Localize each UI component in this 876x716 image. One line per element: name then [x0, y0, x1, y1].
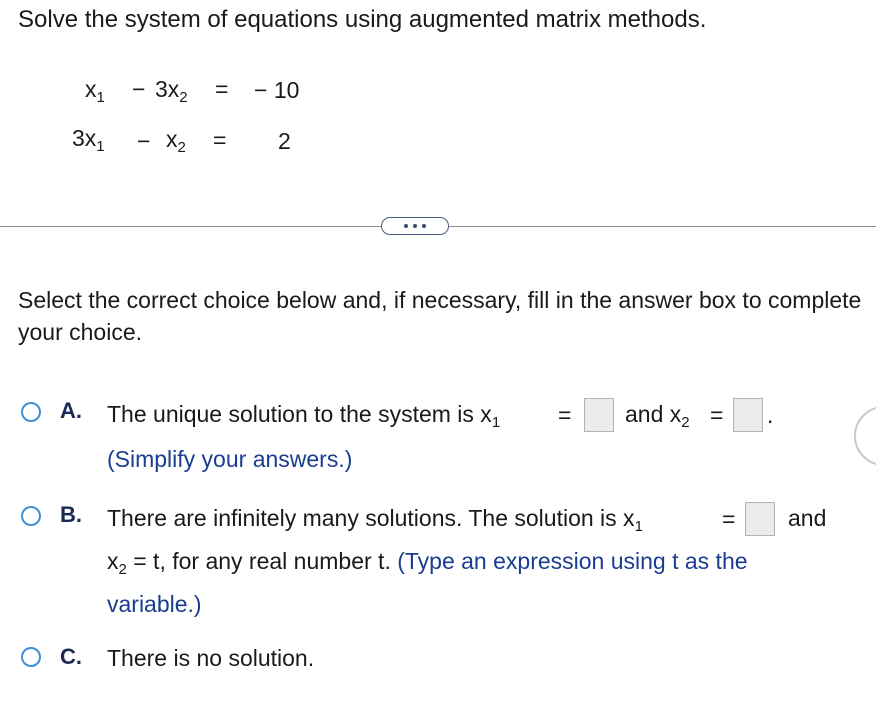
ellipsis-dot: [422, 224, 426, 228]
choice-b-line2: $x_2 = t$, for any real number t. (Type an expression using t as the: [107, 548, 748, 578]
choice-b-equals: =: [722, 506, 736, 532]
choice-a-letter: A.: [60, 398, 82, 423]
eq1-term1: $x_1$: [85, 76, 105, 106]
choice-a-and: and $x_2$: [625, 401, 690, 431]
choice-c-letter: C.: [60, 644, 82, 669]
answer-box-x2[interactable]: [733, 398, 763, 432]
ellipsis-icon: [404, 224, 408, 228]
eq2-operator: −: [137, 128, 151, 154]
eq2-rhs: 2: [278, 128, 291, 154]
choice-b-and: and: [788, 505, 827, 531]
choice-b-hint-cont: variable.): [107, 591, 202, 617]
eq1-rhs: − 10: [254, 77, 300, 103]
choice-a-equals-1: =: [558, 402, 572, 428]
eq2-equals: =: [213, 127, 227, 153]
choice-a-period: .: [767, 402, 774, 428]
answer-box-x1-expression[interactable]: [745, 502, 775, 536]
choice-a-equals-2: =: [710, 402, 724, 428]
eq2-term1: $3x_1$: [72, 125, 105, 155]
ellipsis-dot: [413, 224, 417, 228]
eq1-equals: =: [215, 76, 229, 102]
choice-b-letter: B.: [60, 502, 82, 527]
choice-b-text: There are infinitely many solutions. The solution is $x_1$: [107, 505, 643, 535]
eq2-term2: $x_2$: [166, 126, 186, 156]
choice-a-text: The unique solution to the system is $x_1$: [107, 401, 501, 431]
choice-b-hint: (Type an expression using t as the: [397, 548, 748, 574]
instructions: Select the correct choice below and, if necessary, fill in the answer box to complete your choice.: [18, 287, 862, 345]
eq1-term2: $3x_2$: [155, 76, 188, 106]
side-check-button[interactable]: [854, 406, 876, 466]
choice-c-text: There is no solution.: [107, 645, 315, 671]
answer-box-x1[interactable]: [584, 398, 614, 432]
radio-choice-b[interactable]: [21, 506, 41, 526]
question-title: Solve the system of equations using augmented matrix methods.: [18, 6, 707, 33]
eq1-operator: −: [132, 76, 146, 102]
show-more-button[interactable]: [381, 217, 449, 235]
radio-choice-c[interactable]: [21, 647, 41, 667]
radio-choice-a[interactable]: [21, 402, 41, 422]
choice-a-hint: (Simplify your answers.): [107, 446, 353, 472]
